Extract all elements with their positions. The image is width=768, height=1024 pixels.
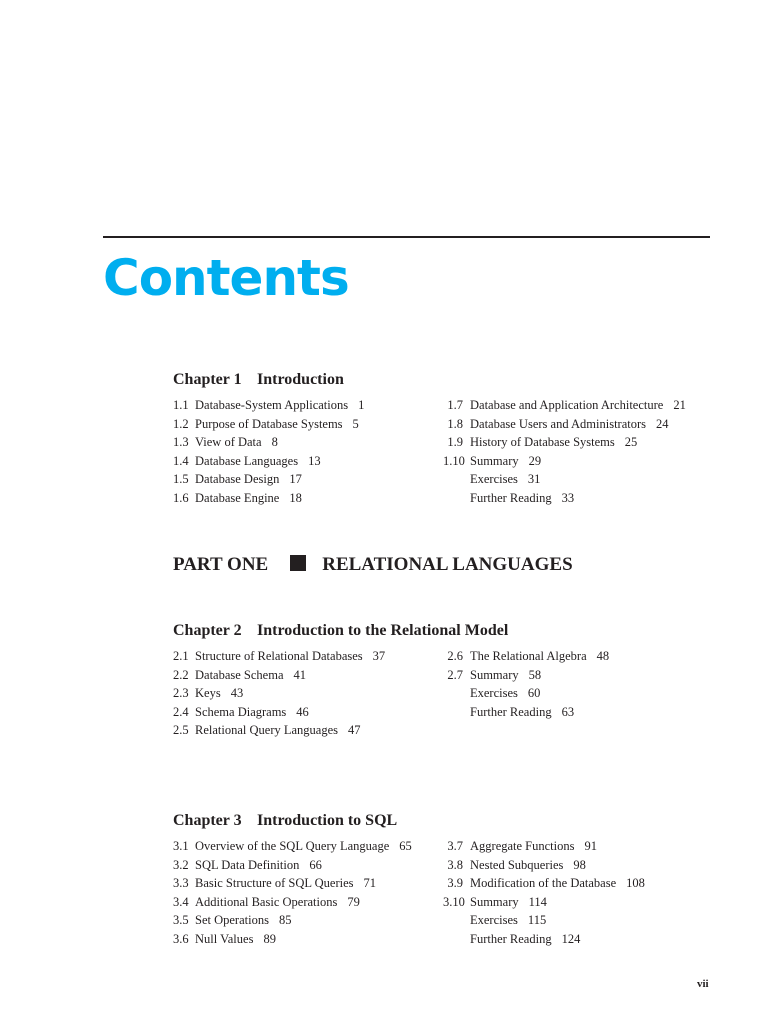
toc-right-column <box>443 647 609 721</box>
chapter-number: Chapter 3 <box>173 812 242 829</box>
toc-right-column <box>443 396 686 508</box>
page-ref: 89 <box>263 931 276 946</box>
toc-entry[interactable] <box>173 433 364 452</box>
section-title: Modification of the Database <box>470 876 617 891</box>
section-number: 1.7 <box>447 398 463 412</box>
toc-entry[interactable] <box>443 911 645 930</box>
section-title: View of Data <box>195 435 262 450</box>
page-ref: 37 <box>372 649 386 663</box>
toc-entry[interactable] <box>443 856 645 875</box>
section-title: Exercises <box>470 686 518 701</box>
page-ref: 29 <box>528 453 542 468</box>
chapter-2-block <box>173 621 733 767</box>
section-title: Additional Basic Operations <box>195 894 338 909</box>
section-title: Summary <box>470 667 519 682</box>
page-ref: 47 <box>348 723 361 738</box>
section-number: 3.6 <box>173 931 189 946</box>
section-number: 2.2 <box>173 667 189 682</box>
section-number: 3.8 <box>447 857 463 872</box>
chapter-title: Introduction <box>257 371 344 388</box>
toc-entry[interactable] <box>173 396 364 415</box>
section-title: Structure of Relational Databases <box>195 649 363 663</box>
section-title: Further Reading <box>470 490 552 505</box>
section-number: 3.5 <box>173 913 189 928</box>
page-ref: 31 <box>527 472 541 487</box>
section-title: Exercises <box>470 472 518 487</box>
page-ref: 13 <box>308 453 321 468</box>
page-ref: 18 <box>289 490 302 505</box>
section-title: Further Reading <box>470 704 552 719</box>
page-ref: 85 <box>278 913 292 928</box>
section-number: 3.2 <box>173 857 189 872</box>
toc-entry[interactable] <box>443 893 645 912</box>
section-number: 1.2 <box>173 416 189 431</box>
chapter-3-block <box>173 811 733 957</box>
page-ref: 21 <box>673 398 686 412</box>
section-title: Nested Subqueries <box>470 857 564 872</box>
page-ref: 63 <box>561 704 575 719</box>
toc-entry[interactable] <box>443 874 645 893</box>
part-heading[interactable] <box>173 553 573 577</box>
section-title: Relational Query Languages <box>195 723 339 738</box>
page-ref: 114 <box>528 894 547 909</box>
section-number: 1.3 <box>173 435 189 450</box>
section-number: 2.7 <box>447 667 463 682</box>
page-ref: 71 <box>363 876 377 891</box>
chapter-heading[interactable] <box>173 811 733 831</box>
page-ref: 108 <box>626 876 645 891</box>
page-ref: 98 <box>573 857 586 872</box>
section-title: Summary <box>470 453 519 468</box>
section-number: 3.7 <box>447 839 463 853</box>
page-ref: 48 <box>596 649 610 663</box>
toc-entry[interactable] <box>173 415 364 434</box>
page-ref: 65 <box>399 839 412 853</box>
toc-entry[interactable] <box>443 666 609 685</box>
toc-entry[interactable] <box>443 470 686 489</box>
toc-entry[interactable] <box>173 837 412 856</box>
section-number: 2.1 <box>173 649 189 663</box>
section-title: Basic Structure of SQL Queries <box>195 876 354 891</box>
section-number: 1.8 <box>447 416 463 431</box>
section-title: Set Operations <box>195 913 269 928</box>
toc-entry[interactable] <box>443 703 609 722</box>
chapter-number: Chapter 2 <box>173 622 242 639</box>
page-ref: 5 <box>352 416 359 431</box>
section-number: 2.4 <box>173 704 189 719</box>
section-number: 3.10 <box>443 894 465 909</box>
chapter-heading[interactable] <box>173 370 733 390</box>
toc-right-column <box>443 837 645 949</box>
toc-entry[interactable] <box>173 452 364 471</box>
part-title: RELATIONAL LANGUAGES <box>322 554 573 575</box>
section-number: 1.10 <box>443 453 465 468</box>
page-ref: 115 <box>527 913 547 928</box>
page-ref: 66 <box>309 857 322 872</box>
section-number: 1.4 <box>173 453 189 468</box>
page-ref: 33 <box>561 490 575 505</box>
toc-entry[interactable] <box>173 684 385 703</box>
section-number: 3.4 <box>173 894 189 909</box>
toc-entry[interactable] <box>173 470 364 489</box>
chapter-number: Chapter 1 <box>173 371 242 388</box>
page-ref: 60 <box>527 686 541 701</box>
page-ref: 43 <box>230 686 244 701</box>
toc-entry[interactable] <box>173 703 385 722</box>
section-title: Null Values <box>195 931 254 946</box>
section-number: 3.1 <box>173 839 189 853</box>
toc-entry[interactable] <box>173 647 385 666</box>
chapter-title: Introduction to the Relational Model <box>257 622 509 639</box>
section-title: Database Languages <box>195 453 299 468</box>
section-title: Further Reading <box>470 931 552 946</box>
section-title: Exercises <box>470 913 518 928</box>
section-number: 2.3 <box>173 686 189 701</box>
page-ref: 46 <box>296 704 309 719</box>
toc-entry[interactable] <box>173 893 412 912</box>
section-number: 3.3 <box>173 876 189 891</box>
toc-entry[interactable] <box>443 396 686 415</box>
toc-entry[interactable] <box>173 666 385 685</box>
section-title: Database Schema <box>195 667 284 682</box>
toc-columns <box>173 396 733 516</box>
page-ref: 124 <box>561 931 581 946</box>
toc-entry[interactable] <box>173 874 412 893</box>
toc-entry[interactable] <box>443 415 686 434</box>
toc-entry[interactable] <box>173 911 412 930</box>
toc-entry[interactable] <box>443 837 645 856</box>
toc-entry[interactable] <box>173 489 364 508</box>
section-number: 2.6 <box>447 649 463 663</box>
page-ref: 58 <box>528 667 542 682</box>
page-ref: 79 <box>347 894 360 909</box>
section-title: Overview of the SQL Query Language <box>195 839 390 853</box>
toc-entry[interactable] <box>173 721 385 740</box>
section-title: Aggregate Functions <box>470 839 575 853</box>
toc-columns <box>173 837 733 957</box>
section-title: Purpose of Database Systems <box>195 416 343 431</box>
section-number: 3.9 <box>447 876 463 891</box>
section-number: 1.6 <box>173 490 189 505</box>
toc-entry[interactable] <box>173 930 412 949</box>
page-title: Contents <box>103 249 349 307</box>
page-ref: 8 <box>271 435 278 450</box>
page-ref: 17 <box>289 472 302 487</box>
section-title: Keys <box>195 686 221 701</box>
chapter-heading[interactable] <box>173 621 733 641</box>
section-title: SQL Data Definition <box>195 857 300 872</box>
section-title: Database Engine <box>195 490 280 505</box>
section-title: Database and Application Architecture <box>470 398 664 412</box>
chapter-title: Introduction to SQL <box>257 812 398 829</box>
page-ref: 91 <box>584 839 597 853</box>
section-title: Database Design <box>195 472 280 487</box>
section-title: History of Database Systems <box>470 435 615 450</box>
toc-left-column <box>173 396 364 508</box>
toc-left-column <box>173 837 412 949</box>
toc-entry[interactable] <box>443 489 686 508</box>
section-title: Database Users and Administrators <box>470 416 647 431</box>
toc-entry[interactable] <box>443 452 686 471</box>
toc-entry[interactable] <box>173 856 412 875</box>
section-title: Summary <box>470 894 519 909</box>
section-title: The Relational Algebra <box>470 649 587 663</box>
toc-entry[interactable] <box>443 930 645 949</box>
page-number: vii <box>697 978 709 990</box>
page-ref: 41 <box>293 667 307 682</box>
section-title: Schema Diagrams <box>195 704 287 719</box>
toc-left-column <box>173 647 385 740</box>
section-number: 1.1 <box>173 398 189 412</box>
toc-entry[interactable] <box>443 433 686 452</box>
page-ref: 24 <box>656 416 669 431</box>
section-number: 1.5 <box>173 472 189 487</box>
toc-columns <box>173 647 733 767</box>
chapter-1-block <box>173 370 733 516</box>
section-title: Database-System Applications <box>195 398 349 412</box>
black-square-icon <box>290 555 306 571</box>
page-ref: 25 <box>624 435 638 450</box>
toc-entry[interactable] <box>443 647 609 666</box>
part-label: PART ONE <box>173 554 269 575</box>
top-rule <box>103 236 710 238</box>
section-number: 2.5 <box>173 723 189 738</box>
toc-entry[interactable] <box>443 684 609 703</box>
page-ref: 1 <box>358 398 365 412</box>
section-number: 1.9 <box>447 435 463 450</box>
